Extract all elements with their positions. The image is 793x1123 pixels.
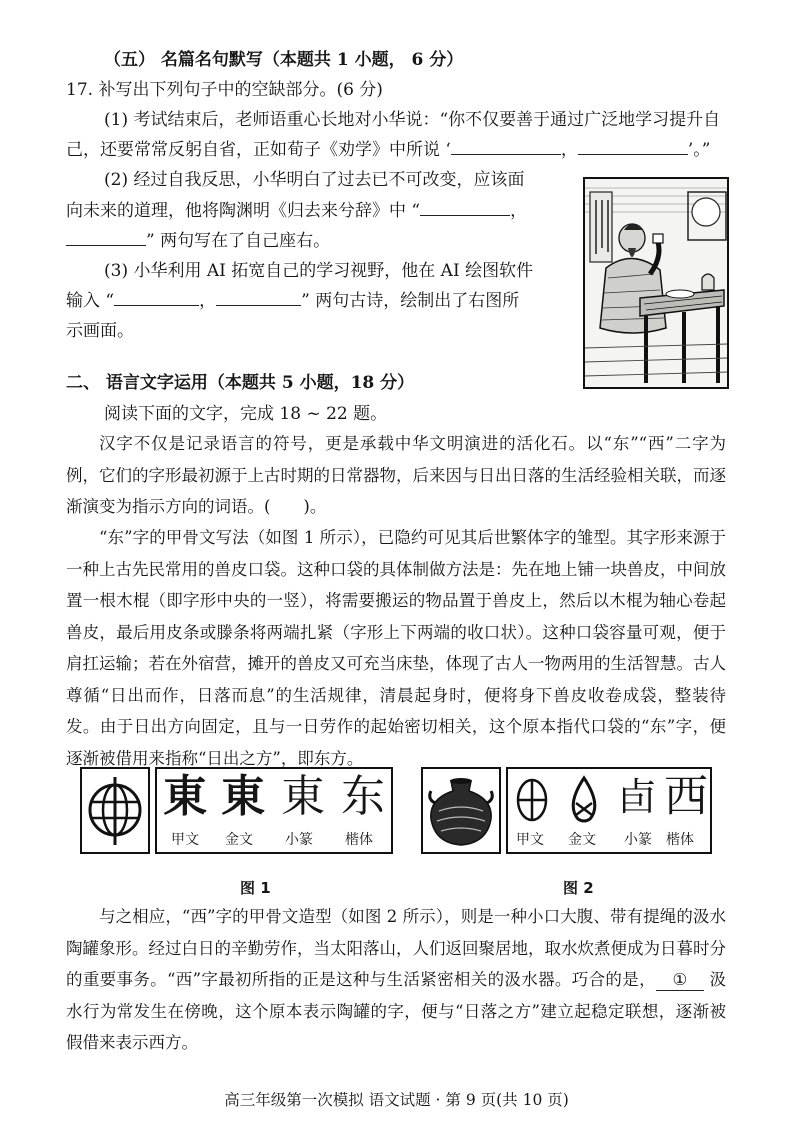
label-seal: 小篆 — [285, 832, 313, 848]
label-bronze: 金文 — [225, 832, 253, 848]
pottery-jar-icon — [423, 769, 499, 852]
figure1-caption: 图 1 — [240, 879, 271, 897]
figure1-artifact-box — [80, 767, 150, 854]
section-heading: （五） 名篇名句默写（本题共 1 小题， 6 分） — [104, 50, 464, 70]
glyph-regular: 东 — [341, 771, 385, 822]
q17-part3-end: ” 两句古诗，绘制出了右图所 — [301, 291, 520, 311]
answer-blank[interactable] — [114, 304, 199, 306]
q17-part1-line2 — [66, 135, 733, 165]
figure1-glyph-box — [155, 767, 393, 854]
blank-1[interactable]: ① — [656, 970, 704, 991]
q17-part2-line2 — [66, 196, 527, 226]
label-oracle: 甲文 — [516, 832, 544, 848]
glyph-regular-west: 西 — [664, 771, 708, 822]
q17-part2-line3 — [66, 226, 330, 256]
label-oracle: 甲文 — [171, 832, 199, 848]
label-regular: 楷体 — [345, 832, 373, 848]
q17-part3-line1: (3) 小华利用 AI 拓宽自己的学习视野，他在 AI 绘图软件 — [104, 261, 534, 281]
answer-blank[interactable] — [451, 153, 561, 155]
glyph-oracle: 東 — [163, 771, 207, 822]
glyph-bronze-west-icon — [564, 775, 604, 823]
reading-instruction: 阅读下面的文字，完成 18 ~ 22 题。 — [104, 404, 388, 424]
label-regular: 楷体 — [666, 832, 694, 848]
passage-paragraph-3 — [66, 901, 726, 1059]
separator: ， — [560, 140, 578, 160]
separator: ， — [510, 201, 528, 221]
question-17-stem: 17. 补写出下列句子中的空缺部分。(6 分) — [66, 80, 383, 100]
label-bronze: 金文 — [568, 832, 596, 848]
glyph-oracle-west-icon — [514, 777, 550, 823]
answer-blank[interactable] — [420, 214, 510, 216]
label-seal: 小篆 — [624, 832, 652, 848]
q17-part3-line2 — [66, 286, 519, 316]
passage-paragraph-2: “东”字的甲骨文写法（如图 1 所示），已隐约可见其后世繁体字的雏型。其字形来源于一种上古先民常用的兽皮口袋。这种口袋的具体制做方法是：先在地上铺一块兽皮，中间放置一根木棍（即字形中央的一竖），将需要搬运的物品置于兽皮上，然后以木棍为轴心卷起兽皮，最后用皮条或滕条将两端扎紧（字形上下两端的收口状）。这种口袋容量可观，便于肩扛运输；若在外宿营，摊开的兽皮又可充当床垫，体现了古人一物两用的生活智慧。古人尊循“日出而作，日落而息”的生活规律，清晨起身时，便将身下兽皮收卷成袋，整装待发。由于日出方向固定，且与一日劳作的起始密切相关，这个原本指代口袋的“东”字，便逐渐被借用来指称“日出之方”，即东方。 — [66, 528, 726, 768]
glyph-seal-west: 卣 — [618, 775, 657, 819]
q17-part2-line1: (2) 经过自我反思，小华明白了过去已不可改变，应该面 — [104, 170, 525, 190]
separator: ， — [199, 291, 217, 311]
q17-part2-text: 向未来的道理，他将陶渊明《归去来兮辞》中 “ — [66, 201, 421, 221]
figure2-artifact-box — [421, 767, 501, 854]
q17-part1-text: 己，还要常常反躬自省，正如荀子《劝学》中所说 ‘ — [66, 140, 451, 160]
glyph-bronze: 東 — [221, 771, 265, 822]
q17-part3-text: 输入 “ — [66, 291, 115, 311]
paragraph-3-text-b: 汲水行为常发生在傍晚，这个原本表示陶罐的字，便与“日落之方”建立起稳定联想，逐渐被假借来表示西方。 — [66, 970, 727, 1052]
poet-drinking-image — [584, 178, 728, 388]
q17-part1-line1: (1) 考试结束后，老师语重心长地对小华说：“你不仅要善于通过广泛地学习提升自 — [104, 110, 721, 130]
answer-blank[interactable] — [578, 153, 688, 155]
section-2-heading: 二、 语言文字运用（本题共 5 小题，18 分） — [66, 373, 415, 393]
hide-bag-globe-icon — [82, 769, 148, 852]
page-footer: 高三年级第一次模拟 语文试题 · 第 9 页(共 10 页) — [224, 1091, 569, 1109]
passage-paragraph-1: 汉字不仅是记录语言的符号，更是承载中华文明演进的活化石。以“东”“西”二字为例，它们的字形最初源于上古时期的日常器物，后来因与日出日落的生活经验相关联，而逐渐演变为指示方向的词语。( )。 — [66, 434, 726, 516]
answer-blank[interactable] — [216, 304, 301, 306]
q17-part2-end: ” 两句写在了自己座右。 — [146, 231, 331, 251]
answer-blank[interactable] — [66, 244, 146, 246]
ai-painting-illustration — [583, 177, 729, 389]
glyph-seal: 東 — [281, 771, 325, 822]
q17-part1-end: ’。” — [687, 140, 711, 160]
q17-part3-line3: 示画面。 — [66, 321, 134, 341]
figure2-glyph-box — [506, 767, 712, 854]
paragraph-3-text-a: 与之相应，“西”字的甲骨文造型（如图 2 所示），则是一种小口大腹、带有提绳的汲水陶罐象形。经过白日的辛勤劳作，当太阳落山，人们返回聚居地，取水炊煮便成为日暮时分的重要事务。“西”字最初所指的正是这种与生活紧密相关的汲水器。巧合的是， — [66, 907, 726, 989]
figure2-caption: 图 2 — [563, 879, 594, 897]
